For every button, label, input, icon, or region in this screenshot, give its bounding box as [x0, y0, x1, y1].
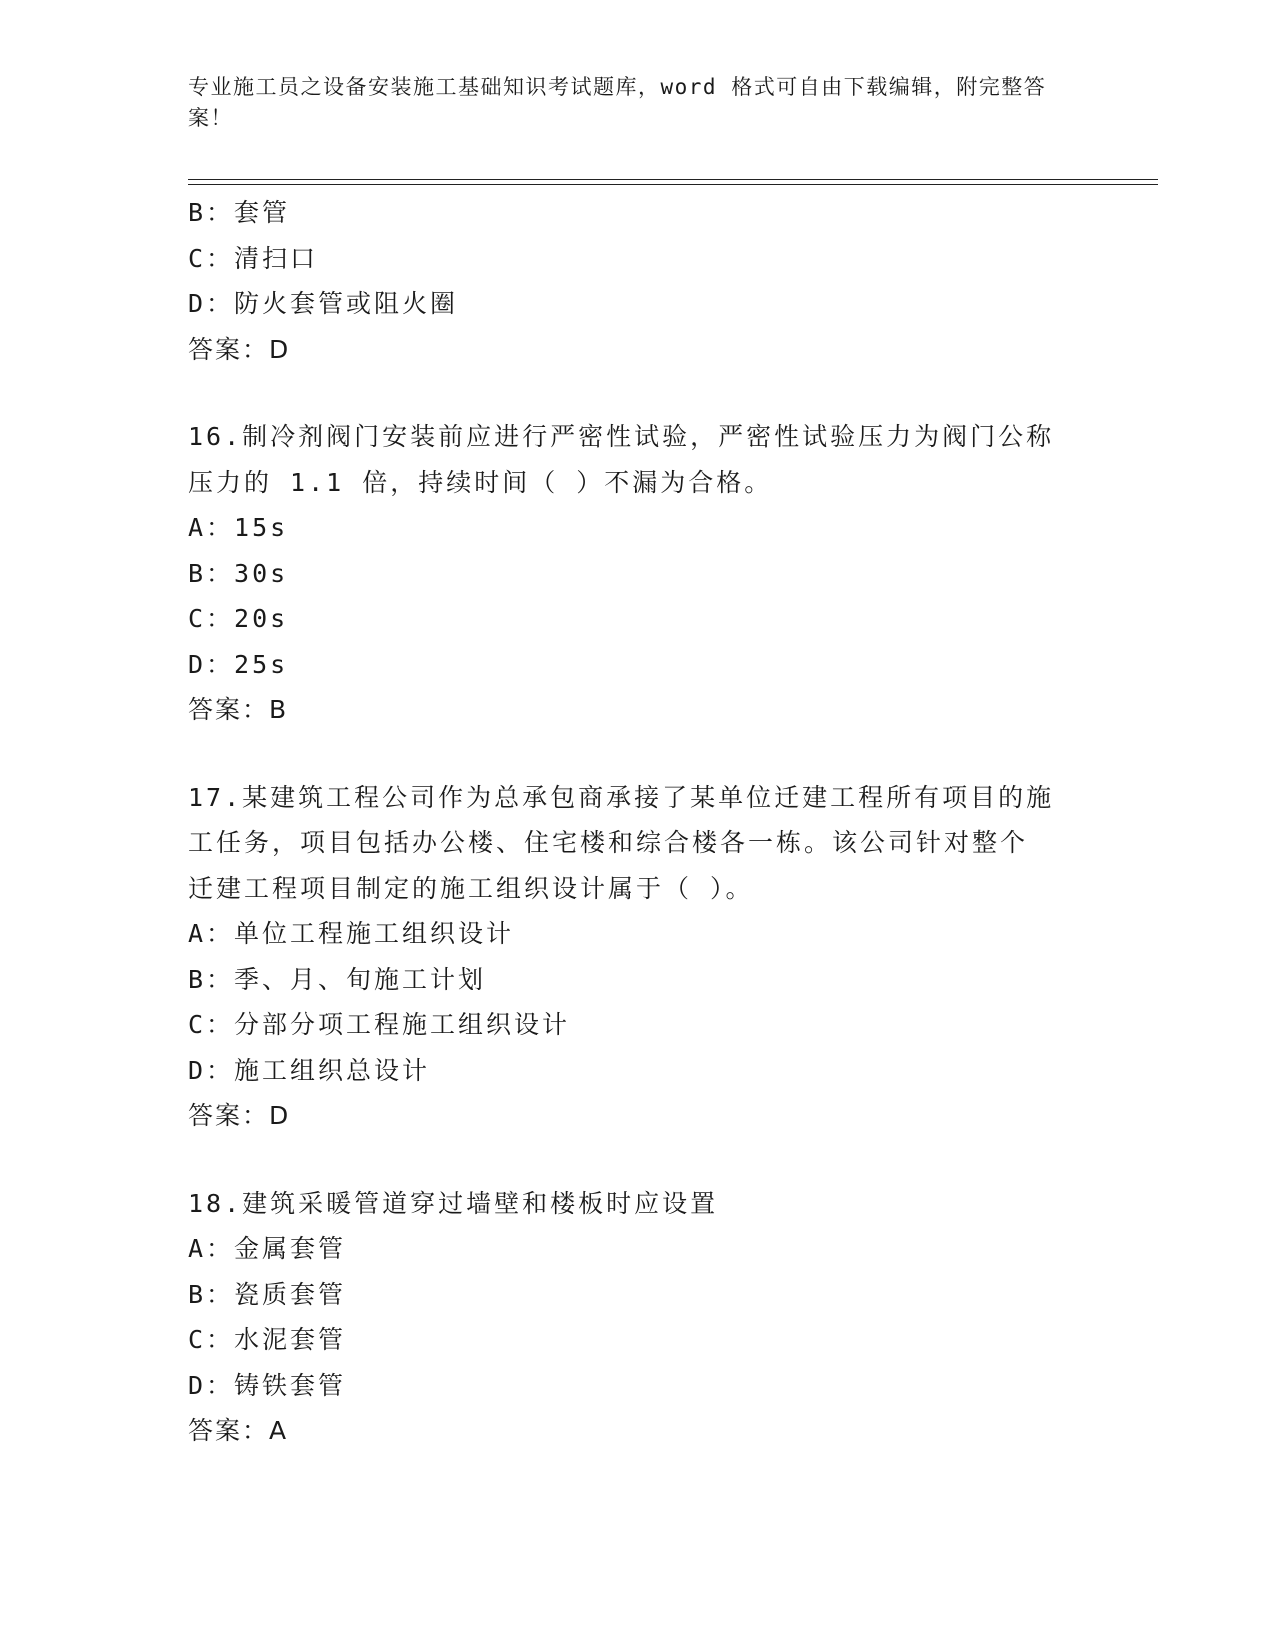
- option: C：20s: [188, 604, 289, 633]
- question-stem: 迁建工程项目制定的施工组织设计属于（ ）。: [188, 873, 754, 903]
- question-stem: 工任务，项目包括办公楼、住宅楼和综合楼各一栋。该公司针对整个: [188, 828, 1029, 857]
- answer-line: 答案：D: [188, 1101, 291, 1130]
- question-stem: 16.制冷剂阀门安装前应进行严密性试验，严密性试验压力为阀门公称: [188, 422, 1055, 451]
- option: A：15s: [188, 513, 289, 542]
- question-block: [188, 775, 1088, 1139]
- option: A：金属套管: [188, 1234, 347, 1263]
- question-gap: [188, 372, 1088, 414]
- option: B：瓷质套管: [188, 1279, 347, 1309]
- question-gap: [188, 1139, 1088, 1181]
- header-divider: [188, 179, 1158, 180]
- option: B：季、月、旬施工计划: [188, 964, 487, 994]
- question-stem: 压力的 1.1 倍，持续时间（ ）不漏为合格。: [188, 467, 773, 497]
- question-block: [188, 1181, 1088, 1454]
- question-block: [188, 414, 1088, 733]
- option: B：30s: [188, 558, 289, 588]
- option: D：铸铁套管: [188, 1370, 347, 1400]
- question-stem: 18.建筑采暖管道穿过墙壁和楼板时应设置: [188, 1188, 719, 1218]
- option: D：防火套管或阻火圈: [188, 289, 459, 318]
- answer-line: 答案：A: [188, 1416, 289, 1445]
- option: C：清扫口: [188, 243, 319, 273]
- header-divider-double: [188, 184, 1158, 185]
- question-list: [188, 190, 1088, 1454]
- option: B：套管: [188, 198, 291, 227]
- answer-line: 答案：B: [188, 695, 289, 724]
- question-gap: [188, 733, 1088, 775]
- option: D：25s: [188, 649, 289, 679]
- option: A：单位工程施工组织设计: [188, 919, 515, 948]
- option: D：施工组织总设计: [188, 1055, 431, 1085]
- option: C：水泥套管: [188, 1325, 347, 1354]
- answer-line: 答案：D: [188, 334, 291, 364]
- question-stem: 17.某建筑工程公司作为总承包商承接了某单位迁建工程所有项目的施: [188, 782, 1055, 812]
- option: C：分部分项工程施工组织设计: [188, 1010, 571, 1039]
- document-header: 专业施工员之设备安装施工基础知识考试题库，word 格式可自由下载编辑，附完整答案！: [188, 75, 1047, 130]
- question-block-continued: [188, 190, 1088, 372]
